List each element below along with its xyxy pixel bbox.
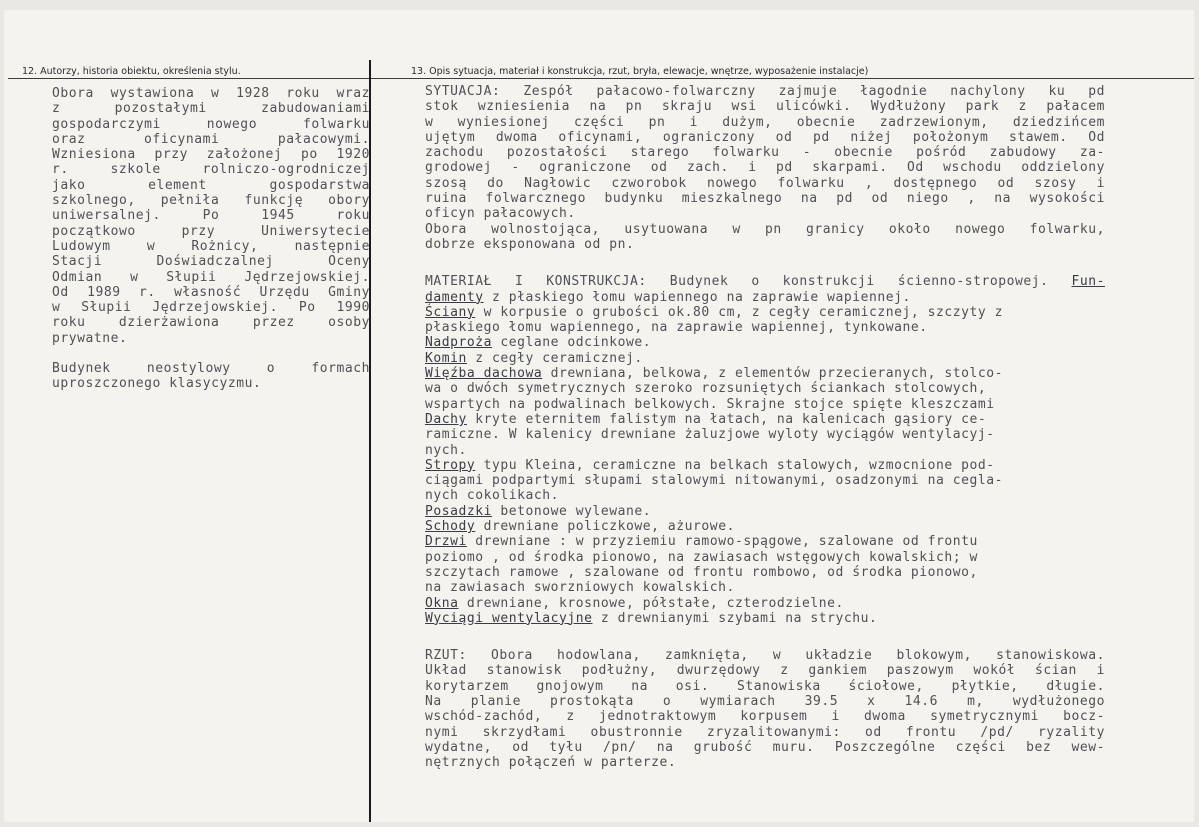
text-line: wydatne, od tyłu /pn/ na grubość muru. Poszczególne części bez wew- bbox=[425, 739, 1105, 755]
text-line bbox=[425, 611, 1105, 626]
material-construction-section bbox=[425, 274, 1105, 626]
text-line bbox=[425, 427, 1105, 442]
text-line: uproszczonego klasycyzmu. bbox=[52, 376, 262, 392]
situation-paragraph bbox=[425, 84, 1105, 222]
text-line bbox=[425, 550, 1105, 565]
term-text: drewniane policzkowe, ażurowe. bbox=[475, 519, 735, 535]
term-text: na zawiasach sworzniowych kowalskich. bbox=[425, 580, 735, 596]
floor-plan-paragraph bbox=[425, 648, 1105, 770]
text-line: Obora wolnostojąca, usytuowana w pn granicy około nowego folwarku, bbox=[425, 221, 1105, 237]
text-line: stok wzniesienia na pn skraju wsi ulicówki. Wydłużony park z pałacem bbox=[425, 99, 1105, 115]
term-label: Ściany bbox=[425, 304, 476, 320]
text-line: Obora wystawiona w 1928 roku wraz bbox=[52, 86, 370, 101]
text-line bbox=[425, 458, 1105, 473]
text-line: oficyn pałacowych. bbox=[425, 206, 576, 222]
text-line bbox=[425, 565, 1105, 580]
text-line: uniwersalnej. Po 1945 roku bbox=[52, 208, 370, 224]
text-line: początkowo przy Uniwersytecie bbox=[52, 223, 370, 239]
text-line: Od 1989 r. własność Urzędu Gminy bbox=[52, 284, 370, 300]
term-text: z drewnianymi szybami na strychu. bbox=[592, 610, 878, 626]
text-line: roku dzierżawiona przez osoby bbox=[52, 315, 370, 331]
text-line: Odmian w Słupii Jędrzejowskiej. bbox=[52, 269, 370, 285]
term-text: kryte eternitem falistym na łatach, na kalenicach gąsiory ce- bbox=[466, 411, 987, 427]
text-line bbox=[425, 397, 1105, 412]
text-line: nętrznych połączeń w parterze. bbox=[425, 755, 677, 771]
barn-location-paragraph bbox=[425, 222, 1105, 253]
text-line bbox=[425, 366, 1105, 381]
text-line bbox=[425, 519, 1105, 534]
term-label: Fun- bbox=[1071, 274, 1105, 290]
term-text: drewniane : w przyziemiu ramowo-spągowe, szalowane od frontu bbox=[466, 534, 978, 550]
text-line bbox=[425, 488, 1105, 503]
term-text: betonowe wylewane. bbox=[492, 503, 652, 519]
header-rule bbox=[8, 78, 1194, 79]
text-line: Stacji Doświadczalnej Oceny bbox=[52, 254, 370, 270]
term-label: Dachy bbox=[425, 411, 467, 427]
text-line bbox=[425, 534, 1105, 549]
text-line: w Słupii Jędrzejowskiej. Po 1990 bbox=[52, 300, 370, 316]
text-line: Wzniesiona przy założonej po 1920 bbox=[52, 147, 370, 163]
text-line: grodowej - ograniczone od zach. i pd skarpami. Od wschodu oddzielony bbox=[425, 160, 1105, 176]
term-label: Nadproża bbox=[425, 335, 493, 351]
text-line bbox=[425, 274, 1105, 289]
text-line: korytarzem gnojowym na osi. Stanowiska ściołowe, płytkie, długie. bbox=[425, 678, 1105, 694]
text-line: szkolnego, pełniła funkcję obory bbox=[52, 193, 370, 209]
text-line: dobrze eksponowana od pn. bbox=[425, 236, 635, 252]
text-line bbox=[425, 351, 1105, 366]
history-column bbox=[52, 86, 370, 392]
term-text: drewniane, krosnowe, półstałe, czterodzielne. bbox=[458, 595, 844, 611]
term-label: damenty bbox=[425, 289, 484, 305]
term-text: ramiczne. W kalenicy drewniane żaluzjowe wyloty wyciągów wentylacyj- bbox=[425, 427, 995, 443]
text-line bbox=[425, 320, 1105, 335]
section-13-header: 13. Opis sytuacja, materiał i konstrukcja, rzut, bryła, elewacje, wnętrze, wyposażenie instalacje) bbox=[411, 66, 869, 77]
text-line bbox=[425, 305, 1105, 320]
text-line bbox=[425, 504, 1105, 519]
term-text: wa o dwóch symetrycznych szeroko rozsuniętych ściankach stolcowych, bbox=[425, 381, 987, 397]
term-label: Więźba dachowa bbox=[425, 366, 543, 382]
text-line: gospodarczymi nowego folwarku bbox=[52, 116, 370, 132]
text-line: Ludowym w Rożnicy, następnie bbox=[52, 238, 370, 254]
text-line: r. szkole rolniczo-ogrodniczej bbox=[52, 162, 370, 178]
text-line bbox=[425, 412, 1105, 427]
text-line: Na planie prostokąta o wymiarach 39.5 x 14.6 m, wydłużonego bbox=[425, 693, 1105, 709]
term-text: wspartych na podwalinach belkowych. Skrajne stojce spięte kleszczami bbox=[425, 396, 995, 412]
term-text: ceglane odcinkowe. bbox=[492, 335, 652, 351]
text-line: nymi skrzydłami obustronnie zryzalitowanymi: od frontu /pd/ ryzality bbox=[425, 724, 1105, 740]
term-text: z płaskiego łomu wapiennego na zaprawie wapiennej. bbox=[483, 289, 911, 305]
term-text: poziomo , od środka pionowo, na zawiasach wstęgowych kowalskich; w bbox=[425, 549, 978, 565]
term-label: Posadzki bbox=[425, 503, 493, 519]
term-text: ciągami podpartymi słupami stalowymi nitowanymi, osadzonymi na cegla- bbox=[425, 473, 1003, 489]
text-line bbox=[425, 335, 1105, 350]
term-label: Stropy bbox=[425, 457, 476, 473]
text-line bbox=[425, 596, 1105, 611]
text-line: SYTUACJA: Zespół pałacowo-folwarczny zajmuje łagodnie nachylony ku pd bbox=[425, 84, 1105, 99]
term-text: nych. bbox=[425, 442, 467, 458]
section-12-header: 12. Autorzy, historia obiektu, określenia stylu. bbox=[22, 66, 241, 77]
text-line: RZUT: Obora hodowlana, zamknięta, w układzie blokowym, stanowiskowa. bbox=[425, 648, 1105, 664]
term-label: Komin bbox=[425, 350, 467, 366]
style-paragraph bbox=[52, 361, 370, 392]
term-text: szczytach ramowe , szalowane od frontu rombowo, od środka pionowo, bbox=[425, 564, 978, 580]
text-line: w wyniesionej części pn i dużym, obecnie zadrzewionym, dziedzińcem bbox=[425, 114, 1105, 130]
text-line bbox=[425, 443, 1105, 458]
material-heading: MATERIAŁ I KONSTRUKCJA: Budynek o konstrukcji ścienno-stropowej. bbox=[425, 274, 1072, 290]
term-label: Wyciągi wentylacyjne bbox=[425, 610, 593, 626]
term-label: Okna bbox=[425, 595, 459, 611]
text-line: Układ stanowisk podłużny, dwurzędowy z gankiem paszowym wokół ścian i bbox=[425, 663, 1105, 679]
term-text: nych cokolikach. bbox=[425, 488, 560, 504]
text-line: zachodu pozostałości starego folwarku - obecnie pośród zabudowy za- bbox=[425, 145, 1105, 161]
text-line: prywatne. bbox=[52, 330, 128, 346]
text-line: Budynek neostylowy o formach bbox=[52, 361, 370, 377]
term-text: drewniana, belkowa, z elementów przecieranych, stolco- bbox=[542, 366, 1003, 382]
description-column bbox=[425, 84, 1105, 770]
text-line: ruina folwarcznego budynku mieszkalnego na pd od niego , na wysokości bbox=[425, 191, 1105, 207]
term-text: płaskiego łomu wapiennego, na zaprawie wapiennej, tynkowane. bbox=[425, 320, 928, 336]
text-line bbox=[425, 381, 1105, 396]
text-line: jako element gospodarstwa bbox=[52, 177, 370, 193]
term-label: Drzwi bbox=[425, 534, 467, 550]
text-line bbox=[425, 580, 1105, 595]
text-line: wschód-zachód, z jednotraktowym korpusem i dwoma symetrycznymi bocz- bbox=[425, 709, 1105, 725]
text-line bbox=[425, 290, 1105, 305]
term-text: w korpusie o grubości ok.80 cm, z cegły ceramicznej, szczyty z bbox=[475, 304, 1003, 320]
term-text: z cegły ceramicznej. bbox=[466, 350, 643, 366]
term-text: typu Kleina, ceramiczne na belkach stalowych, wzmocnione pod- bbox=[475, 457, 995, 473]
text-line bbox=[425, 473, 1105, 488]
text-line: oraz oficynami pałacowymi. bbox=[52, 131, 370, 147]
history-paragraph bbox=[52, 86, 370, 346]
text-line: szosą do Nagłowic czworobok nowego folwarku , dostępnego od szosy i bbox=[425, 175, 1105, 191]
text-line: z pozostałymi zabudowaniami bbox=[52, 101, 370, 117]
term-label: Schody bbox=[425, 519, 476, 535]
text-line: ujętym dwoma oficynami, ograniczony od pd niżej położonym stawem. Od bbox=[425, 129, 1105, 145]
